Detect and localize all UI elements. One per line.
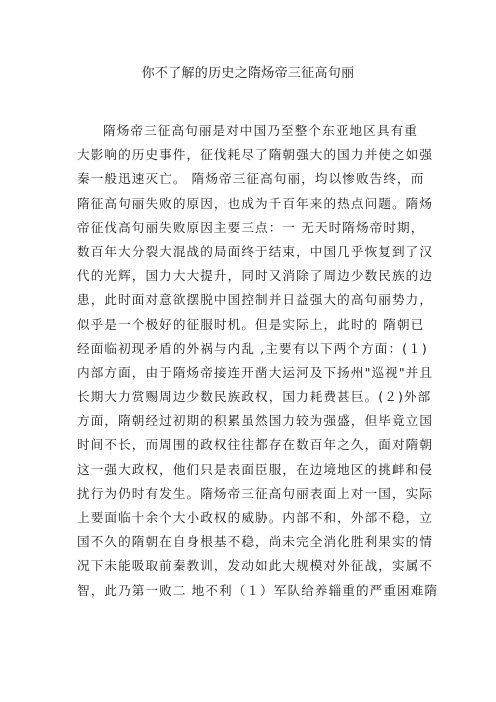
body-line: 国不久的隋朝在自身根基不稳，尚未完全消化胜利果实的情 (77, 534, 434, 550)
body-line: 秦一般迅速灭亡。 隋炀帝三征高句丽，均以惨败告终，而 (77, 171, 425, 187)
body-line: 代的光辉，国力大大提升，同时又消除了周边少数民族的边 (77, 268, 434, 284)
body-line: 方面，隋朝经过初期的积累虽然国力较为强盛，但毕竟立国 (77, 413, 434, 429)
body-line: 长期大力赏赐周边少数民族政权，国力耗费甚巨。(２)外部 (77, 389, 432, 405)
body-line: 内部方面，由于隋炀帝接连开凿大运河及下扬州"巡视"并且 (77, 364, 434, 380)
body-line: 隋征高句丽失败的原因，也成为千百年来的热点问题。隋炀 (77, 195, 434, 211)
body-line: 况下未能吸取前秦教训，发动如此大规模对外征战，实属不 (77, 558, 434, 574)
body-line: 隋炀帝三征高句丽是对中国乃至整个东亚地区具有重 (103, 123, 418, 138)
body-line: 大影响的历史事件，征伐耗尽了隋朝强大的国力并使之如强 (77, 147, 434, 163)
body-line: 时间不长，而周围的政权往往都存在数百年之久，面对隋朝 (77, 437, 434, 453)
body-line: 扰行为仍时有发生。隋炀帝三征高句丽表面上对一国，实际 (77, 485, 434, 501)
body-line: 患，此时面对意欲摆脱中国控制并日益强大的高句丽势力， (77, 292, 434, 308)
document-body (77, 119, 437, 603)
body-line: 数百年大分裂大混战的局面终于结束，中国几乎恢复到了汉 (77, 243, 434, 259)
body-line: 帝征伐高句丽失败原因主要三点：一 无天时隋炀帝时期， (77, 219, 425, 235)
document-title: 你不了解的历史之隋炀帝三征高句丽 (141, 66, 355, 81)
body-line: 似乎是一个极好的征服时机。但是实际上，此时的 隋朝已 (77, 316, 425, 332)
body-line: 上要面临十余个大小政权的威胁。内部不和，外部不稳，立 (77, 510, 434, 525)
body-line: 智，此乃第一败二 地不利（１）军队给养辎重的严重困难隋 (77, 582, 439, 598)
body-line: 经面临初现矛盾的外祸与内乱 ,主要有以下两个方面：(１) (77, 340, 428, 356)
body-line: 这一强大政权，他们只是表面臣服，在边境地区的挑衅和侵 (77, 461, 434, 477)
